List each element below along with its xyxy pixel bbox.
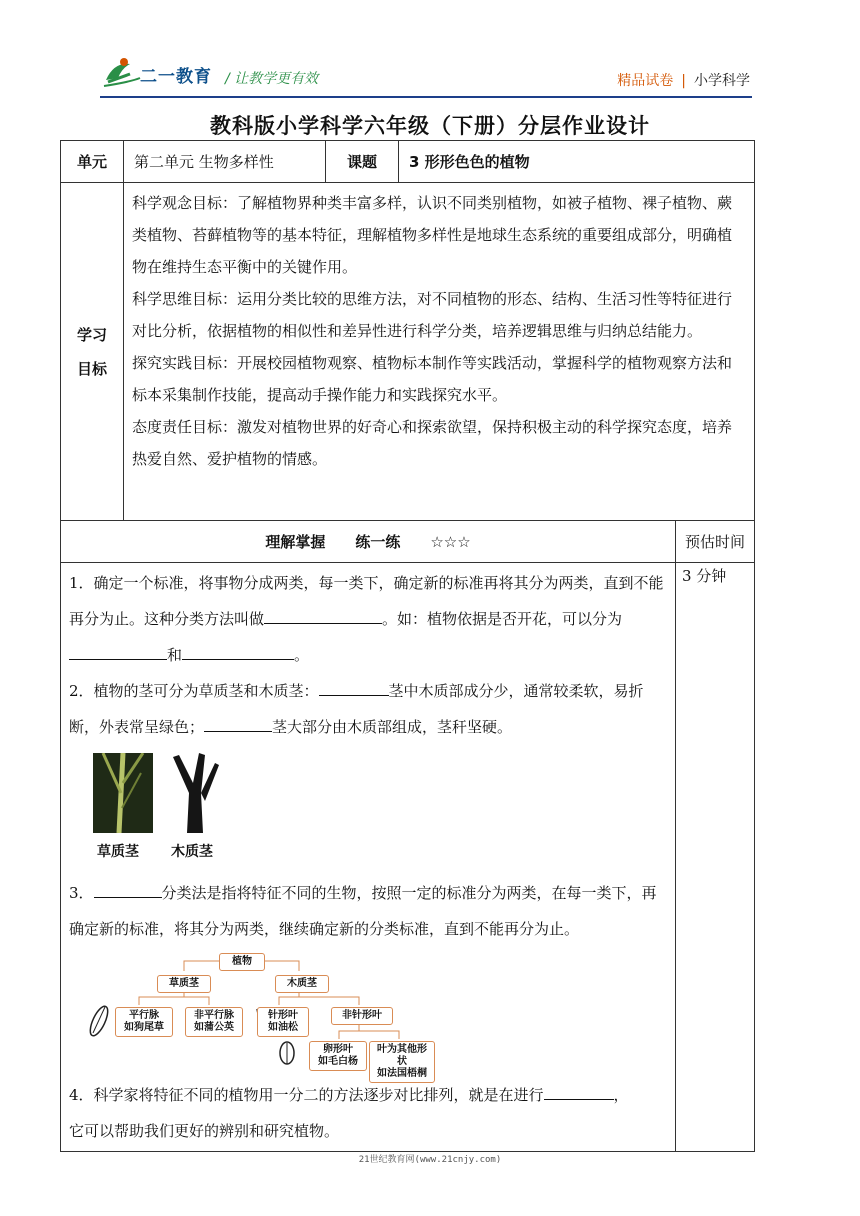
goals-content (124, 183, 755, 521)
q3-text-1: 3． (69, 884, 94, 902)
header-right (617, 70, 750, 90)
topic-label: 课题 (326, 141, 399, 183)
tree-node-wood: 木质茎 (275, 975, 329, 993)
time-value: 3 分钟 (676, 563, 755, 1152)
q4-text-2: ， (613, 1086, 629, 1104)
woody-stem-photo (169, 753, 219, 833)
goals-label (61, 183, 124, 521)
goals-label-line1: 学习 (76, 325, 107, 344)
page-footer: 21世纪教育网(www.21cnjy.com) (358, 1155, 502, 1165)
q3-blank-1[interactable] (94, 879, 162, 898)
q1-blank-3[interactable] (182, 641, 294, 660)
goal-concept: 科学观念目标：了解植物界种类丰富多样，认识不同类别植物，如被子植物、裸子植物、蕨类植物、苔藓植物等的基本特征，理解植物多样性是地球生态系统的重要组成部分，明确植物在维持生态平衡中的关键作用。 (132, 194, 733, 276)
tree-node-root: 植物 (219, 953, 265, 971)
tree-node-nonneedle: 非针形叶 (331, 1007, 393, 1025)
worksheet-table (60, 140, 755, 1152)
q4-text-1: 4．科学家将特征不同的植物用一分二的方法逐步对比排列，就是在进行 (69, 1086, 544, 1104)
header-tag: 精品试卷 (617, 73, 674, 89)
q2-text-2: 茎中木质部成分少，通常较柔软，易折断，外表常呈绿色； (69, 682, 644, 736)
classification-tree (69, 947, 667, 1077)
q1-text-1: 1．确定一个标准，将事物分成两类，每一类下，确定新的标准再将其分为两类，直到不能再分为止。这种分类方法叫做 (69, 574, 664, 628)
topic-value: 3 形形色色的植物 (399, 141, 755, 183)
question-4 (69, 1077, 667, 1149)
stem-images (69, 745, 667, 875)
tree-node-other: 叶为其他形状 如法国梧桐 (369, 1041, 435, 1083)
time-label: 预估时间 (676, 521, 755, 563)
unit-label: 单元 (61, 141, 124, 183)
q1-blank-1[interactable] (264, 605, 382, 624)
section-title: 理解掌握 练一练 ☆☆☆ (61, 521, 676, 563)
page-title: 教科版小学科学六年级（下册）分层作业设计 (210, 114, 650, 138)
question-1 (69, 565, 667, 673)
q2-text-3: 茎大部分由木质部组成，茎秆坚硬。 (272, 718, 513, 736)
q1-blank-2[interactable] (69, 641, 167, 660)
wood-caption: 木质茎 (171, 844, 213, 860)
q4-text-3: 它可以帮助我们更好的辨别和研究植物。 (69, 1122, 340, 1140)
question-3 (69, 875, 667, 947)
q4-blank-1[interactable] (544, 1081, 614, 1100)
tree-node-oval: 卵形叶 如毛白杨 (309, 1041, 367, 1071)
tree-node-herb: 草质茎 (157, 975, 211, 993)
q2-blank-2[interactable] (204, 713, 272, 732)
page-header (0, 0, 860, 100)
unit-value: 第二单元 生物多样性 (124, 141, 326, 183)
q1-text-4: 。 (294, 646, 310, 664)
questions-cell (61, 563, 676, 1152)
tree-node-parallel: 平行脉 如狗尾草 (115, 1007, 173, 1037)
q2-blank-1[interactable] (319, 677, 389, 696)
tree-node-needle: 针形叶 如油松 (257, 1007, 309, 1037)
herbaceous-stem-photo (93, 753, 153, 833)
q3-text-2: 分类法是指将特征不同的生物，按照一定的标准分为两类，在每一类下，再确定新的标准，将其分为两类，继续确定新的分类标准，直到不能再分为止。 (69, 884, 657, 938)
header-divider (100, 96, 752, 98)
q1-text-3: 和 (167, 646, 183, 664)
goal-practice: 探究实践目标：开展校园植物观察、植物标本制作等实践活动，掌握科学的植物观察方法和标本采集制作技能，提高动手操作能力和实践探究水平。 (132, 354, 733, 404)
goal-attitude: 态度责任目标：激发对植物世界的好奇心和探索欲望，保持积极主动的科学探究态度，培养热爱自然、爱护植物的情感。 (132, 418, 733, 468)
q2-text-1: 2．植物的茎可分为草质茎和木质茎： (69, 682, 319, 700)
goal-thinking: 科学思维目标：运用分类比较的思维方法，对不同植物的形态、结构、生活习性等特征进行对比分析，依据植物的相似性和差异性进行科学分类，培养逻辑思维与归纳总结能力。 (132, 290, 733, 340)
header-subject: 小学科学 (694, 73, 750, 89)
herb-caption: 草质茎 (97, 844, 139, 860)
question-2 (69, 673, 667, 745)
tree-node-nonparallel: 非平行脉 如蒲公英 (185, 1007, 243, 1037)
logo-text: 二一教育 (140, 67, 212, 87)
slogan: / 让教学更有效 (225, 71, 319, 87)
q1-text-2: 。如：植物依据是否开花，可以分为 (382, 610, 623, 628)
header-separator: | (681, 73, 686, 89)
goals-label-line2: 目标 (76, 359, 107, 378)
